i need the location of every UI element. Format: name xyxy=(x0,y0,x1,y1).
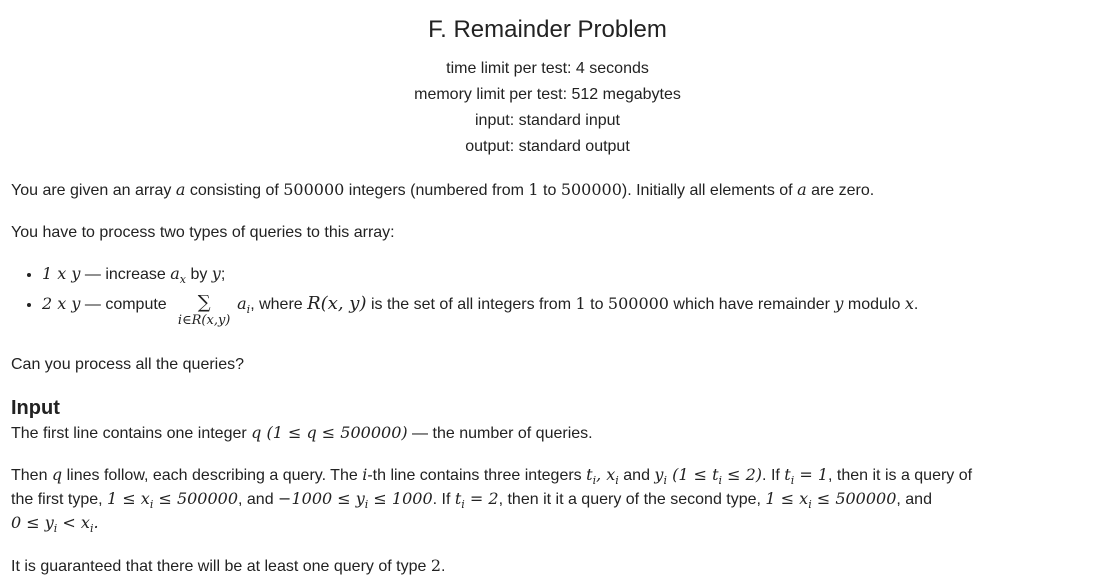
memory-limit: memory limit per test: 512 megabytes xyxy=(414,86,681,103)
math-sub: i xyxy=(53,522,58,536)
math-sub: i xyxy=(149,498,154,512)
output-file: output: standard output xyxy=(465,138,630,155)
text: — compute xyxy=(80,296,172,314)
text: , where xyxy=(250,296,308,314)
input-file: input: standard input xyxy=(475,112,620,129)
math-var: y xyxy=(654,465,664,484)
math: < x xyxy=(57,513,90,532)
text: the first type, xyxy=(11,491,108,508)
math-num: 500000 xyxy=(607,294,669,314)
text: is the set of all integers from xyxy=(366,296,576,314)
query-type-2 xyxy=(42,292,918,336)
text: , and xyxy=(896,491,932,508)
math: 2 x y xyxy=(42,294,81,314)
math: (1 ≤ t xyxy=(667,465,719,484)
math-sub: i xyxy=(246,303,251,317)
problem-header xyxy=(0,14,1095,160)
text: consisting of xyxy=(185,182,284,199)
math-var: a xyxy=(237,294,247,314)
summation xyxy=(171,292,237,329)
math-var: q xyxy=(51,465,63,484)
input-line-4 xyxy=(11,511,1091,541)
math: R(x, y) xyxy=(307,293,367,315)
math-sub: i xyxy=(663,474,667,488)
text: — increase xyxy=(80,266,171,283)
math: 1 ≤ x xyxy=(107,489,150,508)
math-sub: i xyxy=(790,474,795,488)
math-var: a xyxy=(797,180,807,199)
input-line-5 xyxy=(11,554,1091,579)
math: . xyxy=(93,513,99,532)
math-sub: i xyxy=(718,474,723,488)
math-sub: i xyxy=(808,498,812,512)
text: ). Initially all elements of xyxy=(621,182,798,199)
math-sub: i xyxy=(461,498,465,512)
math-var: i xyxy=(362,465,368,484)
query-type-1 xyxy=(42,262,918,292)
text: -th line contains three integers xyxy=(367,467,587,484)
statement-paragraph-3: Can you process all the queries? xyxy=(11,356,245,373)
math-var: t xyxy=(784,465,791,484)
text: . xyxy=(441,558,446,575)
math-var: a xyxy=(170,264,180,283)
text: , and xyxy=(238,491,279,508)
math-sub: i xyxy=(89,522,94,536)
text: It is guaranteed that there will be at least one query of type xyxy=(11,558,431,575)
text: Then xyxy=(11,467,52,484)
math-num: 500000 xyxy=(560,180,622,199)
math: ≤ 1000 xyxy=(368,489,433,508)
math: q (1 ≤ q ≤ 500000) xyxy=(251,423,408,442)
math-var: a xyxy=(175,180,186,199)
text: , then it it a query of the second type, xyxy=(498,491,766,508)
statement-paragraph-2: You have to process two types of queries to this array: xyxy=(11,224,395,241)
text: . xyxy=(913,296,919,314)
text: to xyxy=(585,296,608,314)
text: are zero. xyxy=(806,182,875,199)
text: . If xyxy=(432,491,455,508)
input-line-1 xyxy=(11,421,1091,446)
math-var: x xyxy=(904,294,914,314)
text: . If xyxy=(762,467,785,484)
math-num: 2 xyxy=(430,556,441,575)
math-sub: x xyxy=(179,273,186,287)
math: 0 ≤ y xyxy=(11,513,54,532)
math: 1 ≤ x xyxy=(765,489,809,508)
text: The first line contains one integer xyxy=(11,425,252,442)
text: integers (numbered from xyxy=(344,182,529,199)
text: — the number of queries. xyxy=(407,425,593,442)
text: modulo xyxy=(843,296,905,314)
math: = 1 xyxy=(794,465,829,484)
sigma-symbol: ∑ xyxy=(197,292,211,314)
statement-paragraph-1 xyxy=(11,178,1091,203)
math-num: 500000 xyxy=(283,180,345,199)
math: −1000 ≤ y xyxy=(278,489,365,508)
math-num: 1 xyxy=(575,294,586,314)
text: lines follow, each describing a query. The xyxy=(62,467,363,484)
math: ≤ 500000 xyxy=(153,489,239,508)
query-list xyxy=(18,262,918,336)
text: by xyxy=(186,266,212,283)
input-heading: Input xyxy=(11,397,60,419)
text: and xyxy=(618,467,655,484)
text: You are given an array xyxy=(11,182,176,199)
math-num: 1 xyxy=(528,180,539,199)
math-var: y xyxy=(834,294,844,314)
math: ≤ 2) xyxy=(722,465,763,484)
math-var: y xyxy=(211,264,221,283)
text: to xyxy=(538,182,561,199)
math: = 2 xyxy=(464,489,499,508)
time-limit: time limit per test: 4 seconds xyxy=(446,60,649,77)
math-var: t xyxy=(586,465,593,484)
text: , then it is a query of xyxy=(828,467,973,484)
math: ≤ 500000 xyxy=(811,489,897,508)
math-sub: i xyxy=(364,498,369,512)
text: which have remainder xyxy=(668,296,835,314)
math-var: t xyxy=(454,489,462,508)
math: 1 x y xyxy=(42,264,81,283)
math-sub: i xyxy=(592,474,597,488)
math-sub: i xyxy=(615,474,619,488)
math-var: x xyxy=(606,465,616,484)
problem-title: F. Remainder Problem xyxy=(428,16,667,43)
math: , xyxy=(596,465,607,484)
text: ; xyxy=(220,266,226,283)
sum-subscript: i∈R(x,y) xyxy=(177,313,231,329)
